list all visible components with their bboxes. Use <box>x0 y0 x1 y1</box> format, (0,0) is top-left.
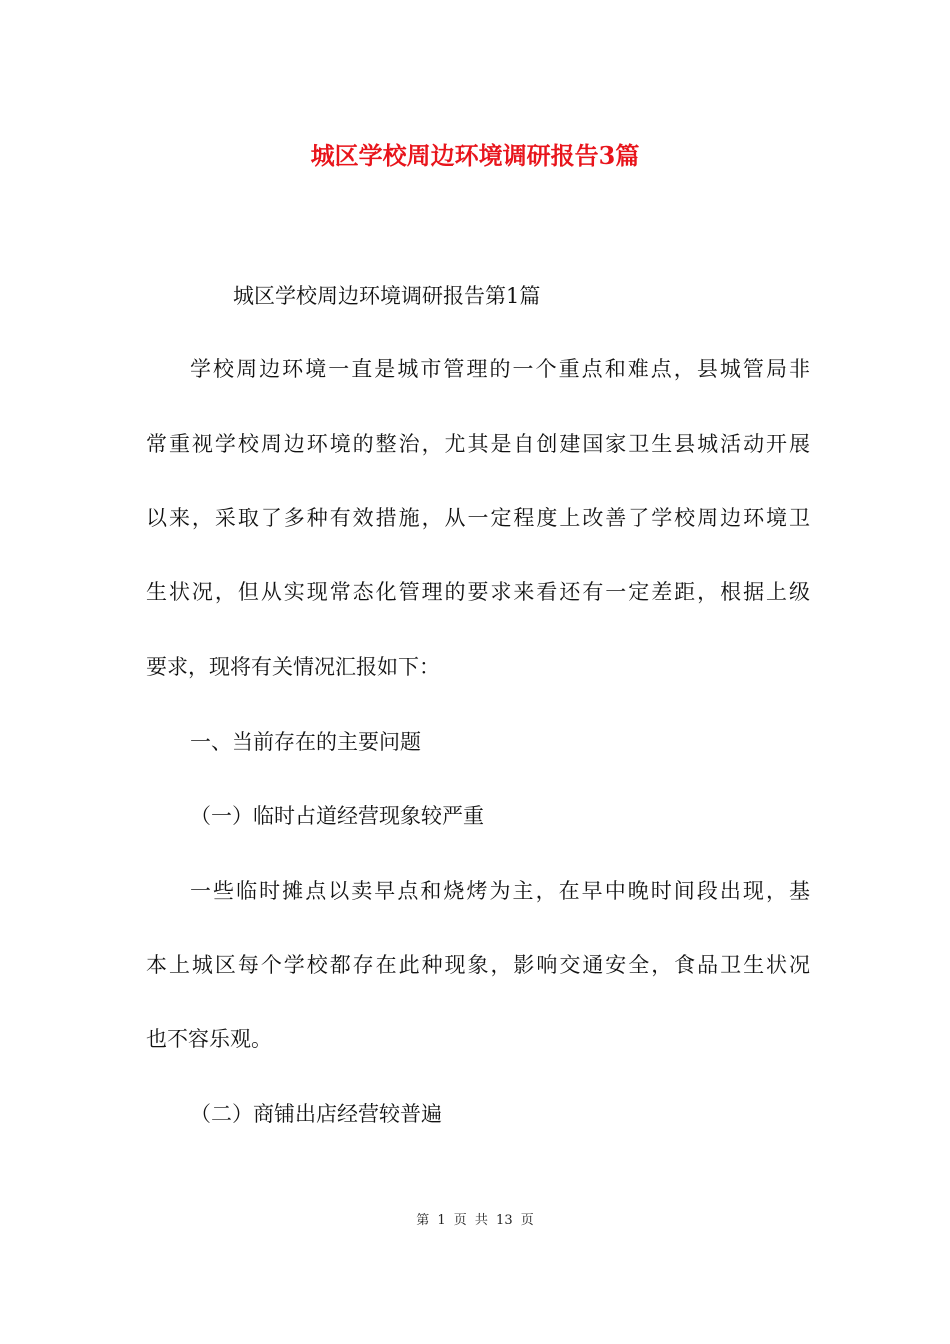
paragraph-line: 生状况，但从实现常态化管理的要求来看还有一定差距，根据上级 <box>146 580 810 604</box>
paragraph-line: 要求，现将有关情况汇报如下： <box>146 655 440 679</box>
paragraph-line: 学校周边环境一直是城市管理的一个重点和难点，县城管局非 <box>190 357 810 381</box>
paragraph-line: 常重视学校周边环境的整治，尤其是自创建国家卫生县城活动开展 <box>146 432 810 456</box>
subheading-2: （二）商铺出店经营较普遍 <box>190 1102 442 1126</box>
paragraph-line: 本上城区每个学校都存在此种现象，影响交通安全，食品卫生状况 <box>146 953 810 977</box>
paragraph-line: 一些临时摊点以卖早点和烧烤为主，在早中晚时间段出现，基 <box>190 879 810 903</box>
section-heading: 城区学校周边环境调研报告第1篇 <box>233 284 541 308</box>
document-title: 城区学校周边环境调研报告3篇 <box>310 141 640 170</box>
page-number-footer: 第 1 页 共 13 页 <box>416 1213 534 1228</box>
subheading-1: （一）临时占道经营现象较严重 <box>190 804 484 828</box>
paragraph-line: 以来，采取了多种有效措施，从一定程度上改善了学校周边环境卫 <box>146 506 810 530</box>
paragraph-line: 也不容乐观。 <box>146 1027 272 1051</box>
heading-1: 一、当前存在的主要问题 <box>190 730 421 754</box>
